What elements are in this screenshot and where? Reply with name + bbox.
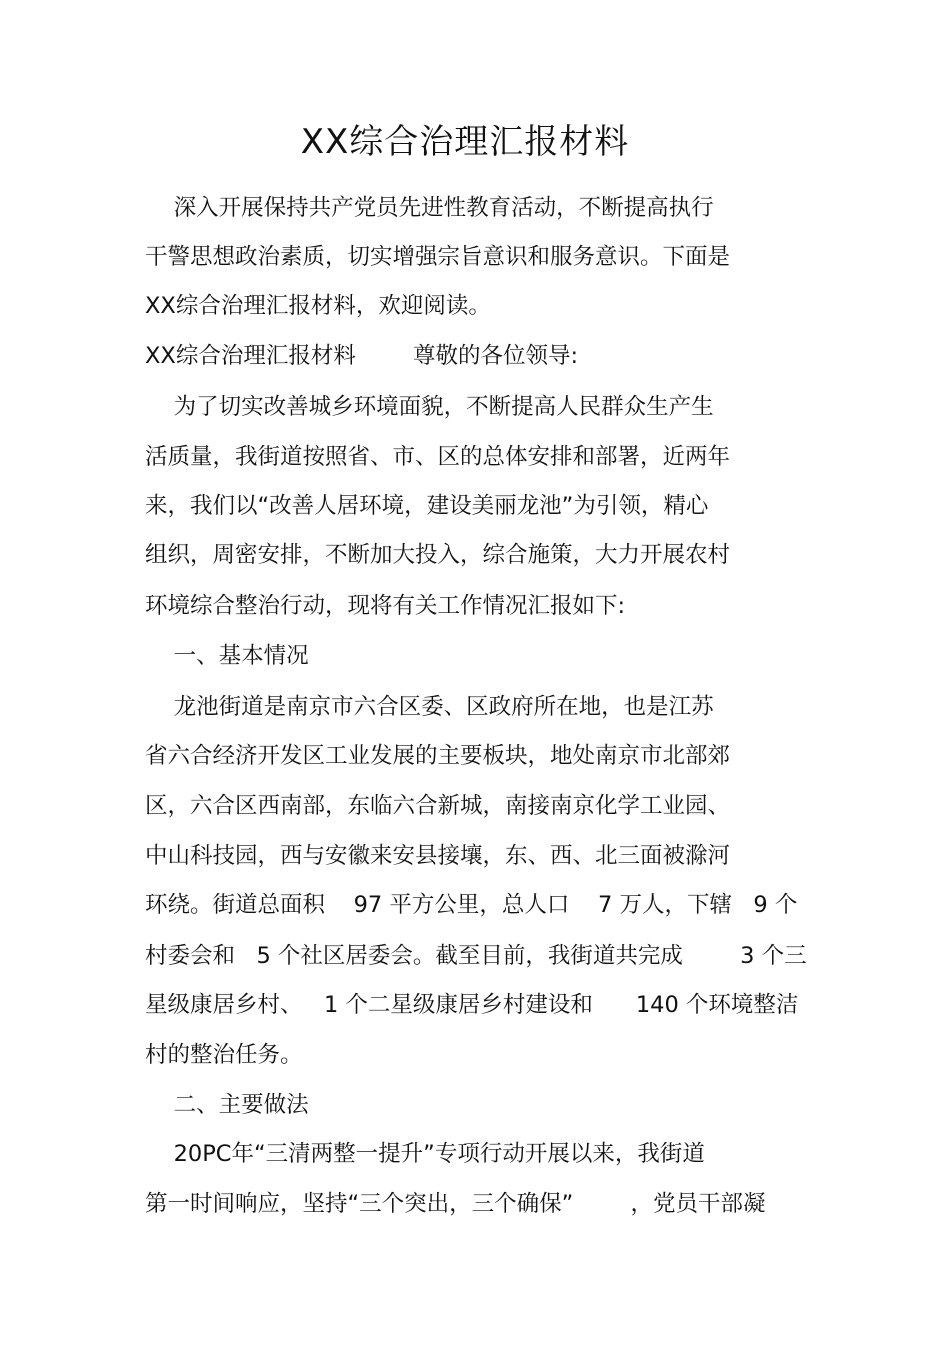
paragraph-line: 龙池街道是南京市六合区委、区政府所在地，也是江苏 bbox=[145, 694, 714, 720]
paragraph-line: 村的整治任务。 bbox=[145, 1042, 303, 1068]
section-heading: 二、主要做法 bbox=[145, 1092, 309, 1118]
paragraph-line: 深入开展保持共产党员先进性教育活动，不断提高执行 bbox=[145, 195, 714, 221]
paragraph-line: 村委会和 5 个社区居委会。截至目前，我街道共完成 3 个三 bbox=[145, 943, 807, 969]
paragraph-line: 环境综合整治行动，现将有关工作情况汇报如下: bbox=[145, 593, 626, 619]
document-title: XX综合治理汇报材料 bbox=[300, 122, 630, 162]
paragraph-line: 20PC年“三清两整一提升”专项行动开展以来，我街道 bbox=[145, 1141, 705, 1167]
paragraph-line: 干警思想政治素质，切实增强宗旨意识和服务意识。下面是 bbox=[145, 244, 731, 270]
paragraph-line: XX综合治理汇报材料，欢迎阅读。 bbox=[145, 293, 491, 319]
section-heading: 一、基本情况 bbox=[145, 643, 309, 669]
paragraph-line: 为了切实改善城乡环境面貌，不断提高人民群众生产生 bbox=[145, 394, 714, 420]
paragraph-line: 星级康居乡村、 1 个二星级康居乡村建设和 140 个环境整洁 bbox=[145, 992, 799, 1018]
paragraph-line: 省六合经济开发区工业发展的主要板块，地处南京市北部郊 bbox=[145, 743, 731, 769]
paragraph-line: 组织，周密安排，不断加大投入，综合施策，大力开展农村 bbox=[145, 542, 731, 568]
paragraph-line: 第一时间响应，坚持“三个突出，三个确保” ，党员干部凝 bbox=[145, 1191, 766, 1217]
paragraph-line: 环绕。街道总面积 97 平方公里，总人口 7 万人，下辖 9 个 bbox=[145, 892, 798, 918]
paragraph-line: 来，我们以“改善人居环境，建设美丽龙池”为引领，精心 bbox=[145, 493, 709, 519]
paragraph-line: 中山科技园，西与安徽来安县接壤，东、西、北三面被滁河 bbox=[145, 843, 731, 869]
paragraph-line: 活质量，我街道按照省、市、区的总体安排和部署，近两年 bbox=[145, 444, 731, 470]
paragraph-line: XX综合治理汇报材料 尊敬的各位领导: bbox=[145, 343, 579, 369]
paragraph-line: 区，六合区西南部，东临六合新城，南接南京化学工业园、 bbox=[145, 793, 731, 819]
